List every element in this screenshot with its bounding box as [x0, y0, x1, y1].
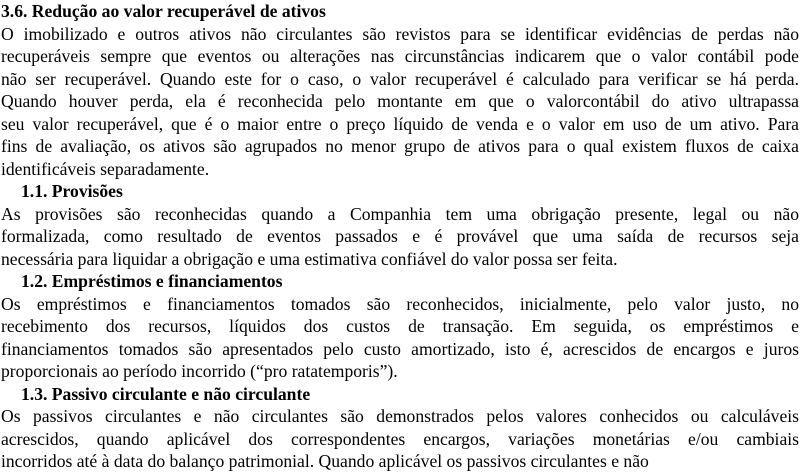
paragraph-line: identificáveis separadamente. — [1, 158, 210, 179]
paragraph-line: recebimento dos recursos, líquidos dos custos de transação. Em seguida, os empréstimos e — [1, 316, 799, 336]
document-body — [1, 0, 799, 473]
paragraph-line: Os empréstimos e financiamentos tomados são reconhecidos, inicialmente, pelo valor justo, no — [1, 293, 799, 314]
paragraph-line: Os passivos circulantes e não circulantes são demonstrados pelos valores conhecidos ou calculáveis — [1, 406, 799, 426]
paragraph-line: Quando houver perda, ela é reconhecida pelo montante em que o valorcontábil do ativo ultrapassa — [1, 91, 799, 111]
section-heading: 3.6. Redução ao valor recuperável de ativos — [1, 1, 326, 21]
subsection-heading: 1.2. Empréstimos e financiamentos — [21, 271, 283, 291]
paragraph-line: recuperáveis sempre que eventos ou alterações nas circunstâncias indicarem que o valor contábil pode — [1, 46, 799, 66]
paragraph-line: seu valor recuperável, que é o maior entre o preço líquido de venda e o valor em uso de um ativo. Para — [1, 113, 799, 134]
paragraph-line: incorridos até à data do balanço patrimonial. Quando aplicável os passivos circulantes e não — [1, 451, 649, 471]
paragraph-line: formalizada, como resultado de eventos passados e é provável que uma saída de recursos seja — [1, 226, 799, 246]
paragraph-line: acrescidos, quando aplicável dos correspondentes encargos, variações monetárias e/ou cambiais — [1, 428, 799, 449]
paragraph-line: financiamentos tomados são apresentados pelo custo amortizado, isto é, acrescidos de encargos e juros — [1, 338, 799, 359]
subsection-heading: 1.3. Passivo circulante e não circulante — [21, 383, 311, 404]
paragraph-line: não ser recuperável. Quando este for o caso, o valor recuperável é calculado para verificar se há perda. — [1, 68, 799, 89]
paragraph-line: fins de avaliação, os ativos são agrupados no menor grupo de ativos para o qual existem fluxos de caixa — [1, 136, 799, 156]
paragraph-line: necessária para liquidar a obrigação e uma estimativa confiável do valor possa ser feita. — [1, 248, 618, 269]
paragraph-line: proporcionais ao período incorrido (“pro ratatemporis”). — [1, 361, 398, 381]
paragraph-line: As provisões são reconhecidas quando a Companhia tem uma obrigação presente, legal ou não — [1, 203, 799, 224]
paragraph-line: O imobilizado e outros ativos não circulantes são revistos para se identificar evidências de perdas não — [1, 23, 799, 44]
subsection-heading: 1.1. Provisões — [21, 181, 123, 201]
